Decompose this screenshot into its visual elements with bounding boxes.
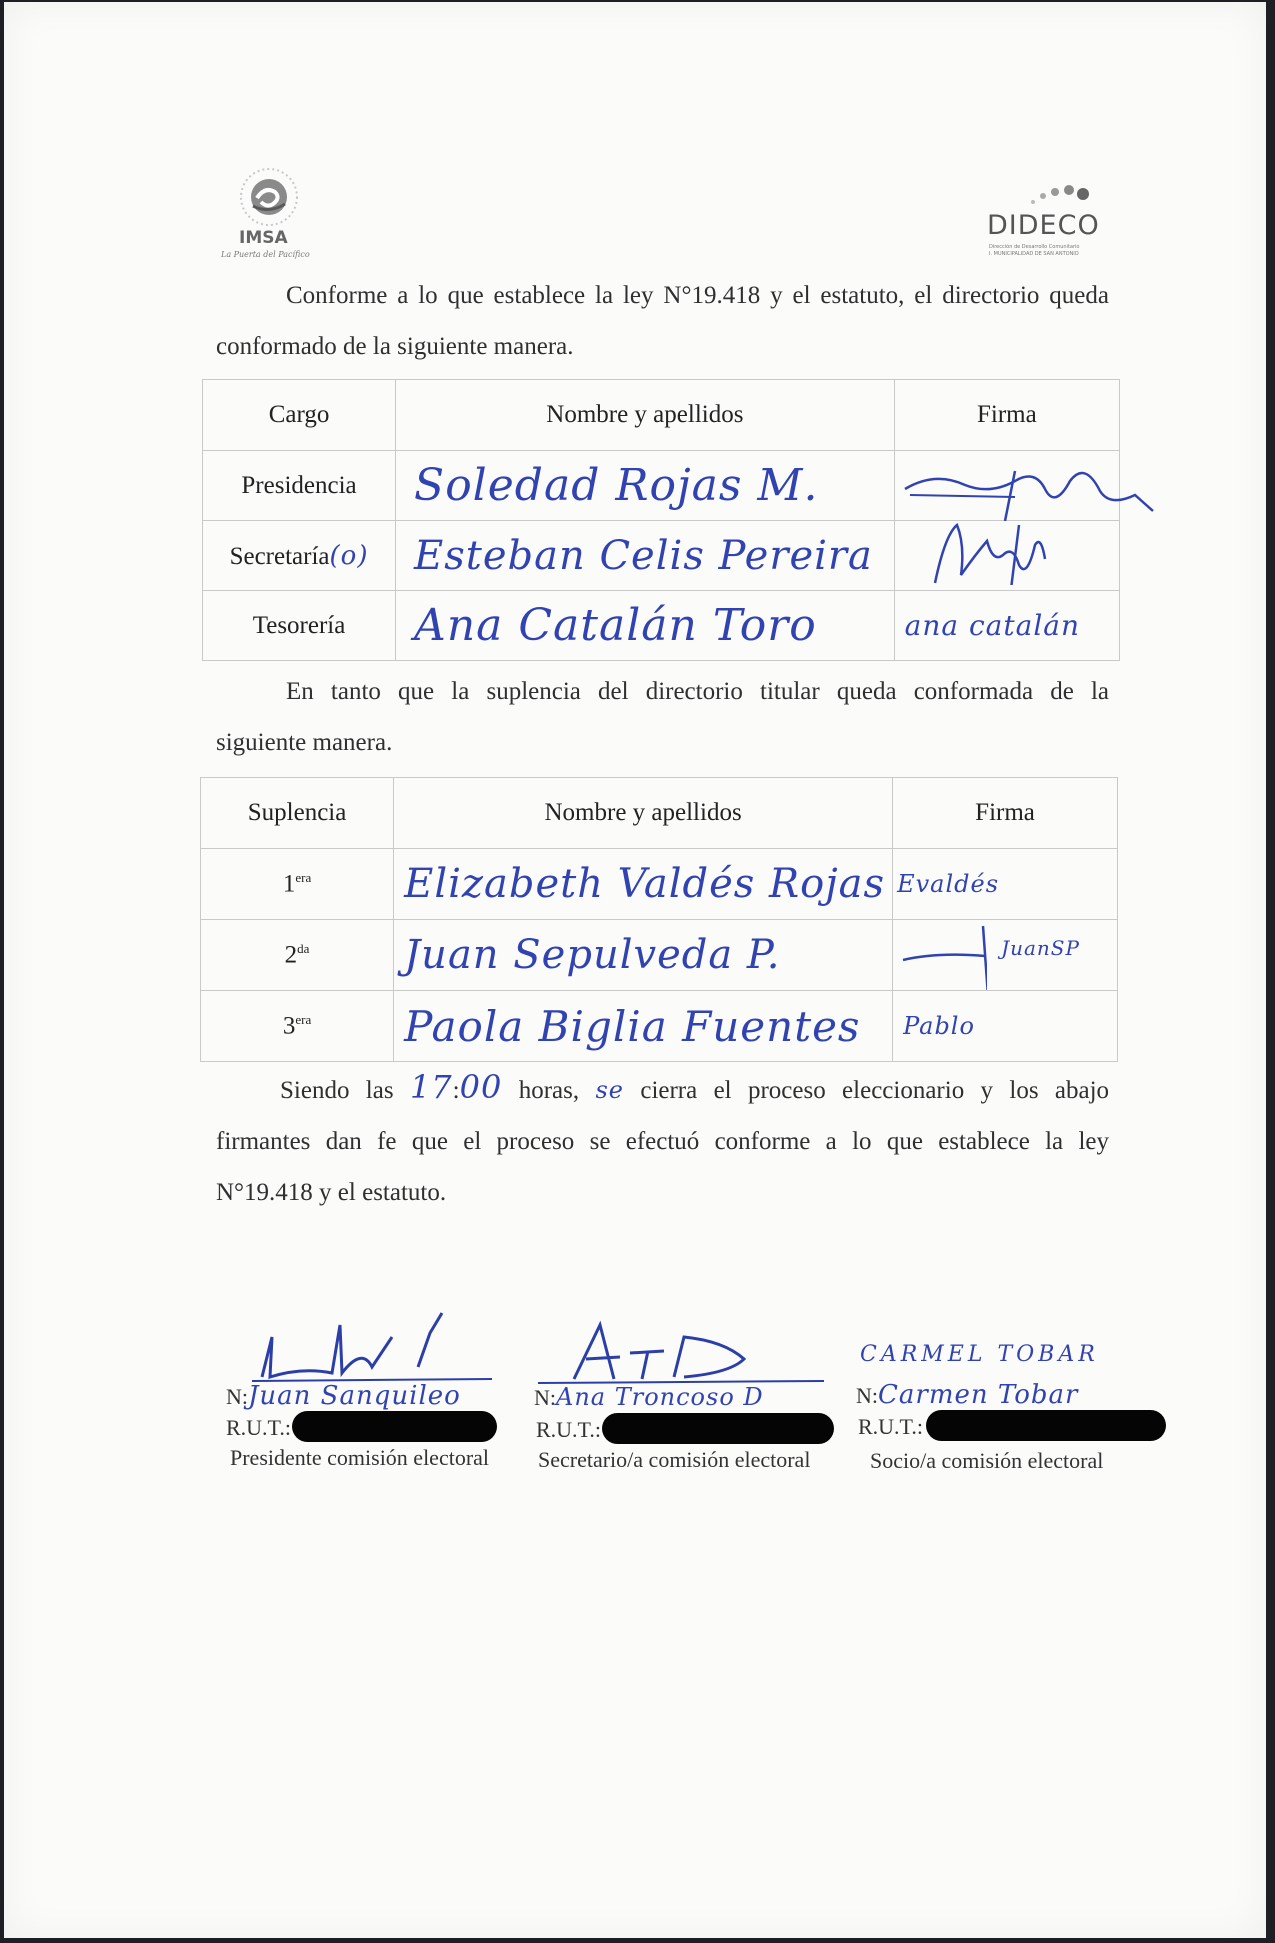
- handwritten-name: Ana Catalán Toro: [414, 600, 817, 651]
- table-row: [203, 521, 1120, 591]
- imsa-logo-text: IMSA: [239, 228, 288, 248]
- nombre-cell: [394, 849, 893, 920]
- sig2-name-line: [534, 1383, 764, 1411]
- sig2-n-label: N:: [534, 1385, 556, 1410]
- cargo-cell: Tesorería: [203, 591, 396, 661]
- sig3-n-label: N:: [856, 1383, 878, 1408]
- handwritten-signature: Evaldés: [897, 869, 1000, 898]
- sig3-above-name: CARMEL TOBAR: [860, 1342, 1099, 1367]
- closing-hour: 17: [409, 1068, 453, 1106]
- directorio-table: [202, 379, 1120, 661]
- dideco-logo-sub2: I. MUNICIPALIDAD DE SAN ANTONIO: [989, 251, 1079, 257]
- imsa-emblem-icon: [209, 162, 329, 232]
- nombre-cell: [394, 991, 893, 1062]
- closing-se: se: [595, 1076, 624, 1104]
- closing-sep: :: [452, 1077, 460, 1104]
- suplencia-num-cell: [201, 991, 394, 1062]
- suplencia-num-cell: [201, 920, 394, 991]
- intro-paragraph: [216, 270, 1109, 372]
- handwritten-name: Juan Sepulveda P.: [404, 932, 781, 978]
- table2-header-firma: Firma: [893, 778, 1118, 849]
- signature-scribble-presidente: [222, 1307, 522, 1387]
- table-row: [201, 991, 1118, 1062]
- firma-cell: [893, 849, 1118, 920]
- table2-header-nombre: Nombre y apellidos: [394, 778, 893, 849]
- handwritten-signature: ana catalán: [904, 609, 1080, 642]
- sig1-name: Juan Sanquileo: [248, 1381, 461, 1411]
- nombre-cell: [396, 451, 895, 521]
- firma-cell: [894, 451, 1119, 521]
- intro-line-1: Conforme a lo que establece la ley N°19.418 y el estatuto, el directorio queda: [286, 282, 1109, 309]
- handwritten-name: Soledad Rojas M.: [414, 460, 819, 511]
- cargo-text: Secretaría: [229, 542, 330, 570]
- closing-minutes: 00: [459, 1068, 503, 1106]
- sig2-rut-redaction: [602, 1413, 834, 1444]
- sig1-rut-redaction: [292, 1411, 497, 1442]
- nombre-cell: [396, 591, 895, 661]
- sig3-name: Carmen Tobar: [878, 1380, 1079, 1410]
- signature-secretaria: [895, 515, 1120, 585]
- sig3-rut-label: R.U.T.:: [858, 1414, 923, 1439]
- signature-line-mark: [897, 920, 987, 990]
- firma-cell: [893, 991, 1118, 1062]
- sig2-role: Secretario/a comisión electoral: [538, 1447, 811, 1472]
- nombre-cell: [394, 920, 893, 991]
- document-page: [4, 2, 1266, 1938]
- closing-line-2: firmantes dan fe que el proceso se efectuó conforme a lo que establece la ley: [216, 1128, 1109, 1155]
- closing-paragraph: [216, 1062, 1109, 1218]
- suplencia-suffix: era: [295, 869, 312, 885]
- dideco-logo-sub1: Dirección de Desarrollo Comunitario: [989, 244, 1080, 250]
- suplencia-suffix: da: [297, 940, 310, 956]
- cargo-cell: Presidencia: [203, 451, 396, 521]
- intro-line-2: conformado de la siguiente manera.: [216, 333, 574, 360]
- firma-cell: [893, 920, 1118, 991]
- sig3-name-line: [856, 1380, 1078, 1410]
- imsa-logo: [209, 162, 329, 267]
- suplencia-num: 3: [282, 1012, 296, 1040]
- cargo-cell: [203, 521, 396, 591]
- imsa-logo-motto: La Puerta del Pacífico: [221, 250, 310, 259]
- suplencia-num-cell: [201, 849, 394, 920]
- nombre-cell: [396, 521, 895, 591]
- sig2-rut-label: R.U.T.:: [536, 1417, 601, 1442]
- handwritten-name: Paola Biglia Fuentes: [404, 1001, 861, 1051]
- table-row: [203, 591, 1120, 661]
- table1-header-firma: Firma: [894, 380, 1119, 451]
- firma-cell: [894, 591, 1119, 661]
- suplencia-line-2: siguiente manera.: [216, 729, 393, 756]
- cargo-hand-suffix: (o): [329, 540, 369, 571]
- table-row: [201, 920, 1118, 991]
- closing-rest: cierra el proceso eleccionario y los abajo: [640, 1077, 1110, 1104]
- closing-line-3: N°19.418 y el estatuto.: [216, 1179, 447, 1206]
- table1-header-nombre: Nombre y apellidos: [396, 380, 895, 451]
- handwritten-signature: JuanSP: [1001, 936, 1080, 960]
- dideco-dots-icon: [1023, 180, 1103, 210]
- signature-presidencia: [895, 451, 1155, 521]
- closing-pre: Siendo las: [280, 1077, 394, 1104]
- sig2-name: Ana Troncoso D: [556, 1383, 764, 1411]
- table2-header-suplencia: Suplencia: [201, 778, 394, 849]
- dideco-logo: [979, 180, 1119, 260]
- table-row: [203, 451, 1120, 521]
- handwritten-name: Elizabeth Valdés Rojas: [404, 861, 886, 907]
- sig3-role: Socio/a comisión electoral: [870, 1448, 1104, 1473]
- firma-cell: [894, 521, 1119, 591]
- suplencia-num: 1: [282, 870, 296, 898]
- handwritten-name: Esteban Celis Pereira: [414, 532, 873, 579]
- suplencia-line-1: En tanto que la suplencia del directorio titular queda conformada de la: [286, 678, 1109, 705]
- closing-line-1: [216, 1062, 1109, 1116]
- sig1-name-line: [226, 1381, 461, 1411]
- sig1-role: Presidente comisión electoral: [230, 1445, 490, 1470]
- signature-block-secretario: [534, 1307, 844, 1477]
- dideco-logo-text: DIDECO: [987, 210, 1100, 241]
- table-row: [201, 849, 1118, 920]
- signature-block-socio: [856, 1342, 1166, 1482]
- suplencia-suffix: era: [295, 1011, 312, 1027]
- suplencia-paragraph: [216, 666, 1109, 768]
- sig1-rut-label: R.U.T.:: [226, 1415, 291, 1440]
- signature-block-presidente: [222, 1307, 527, 1477]
- suplencia-table: [200, 777, 1118, 1062]
- closing-post: horas,: [518, 1077, 580, 1104]
- sig1-n-label: N:: [226, 1384, 248, 1409]
- suplencia-num: 2: [284, 941, 298, 969]
- table1-header-cargo: Cargo: [203, 380, 396, 451]
- handwritten-signature: Pablo: [903, 1011, 975, 1040]
- signature-scribble-secretario: [534, 1307, 834, 1387]
- sig3-rut-redaction: [926, 1410, 1166, 1441]
